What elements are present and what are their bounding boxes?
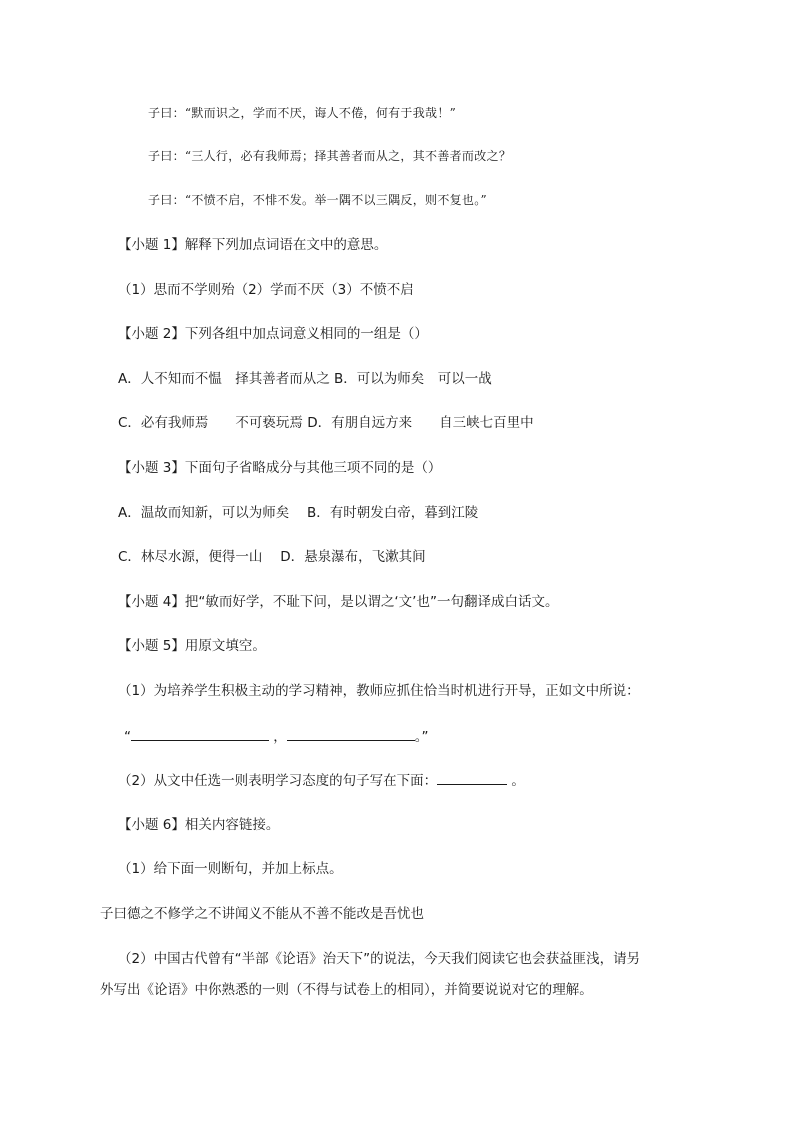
question-5-part-1: （1）为培养学生积极主动的学习精神，教师应抓住恰当时机进行开导，正如文中所说：	[118, 683, 640, 699]
close-quote: 。”	[414, 729, 429, 745]
question-2-options-ab: A．人不知而不愠 择其善者而从之 B．可以为师矣 可以一战	[118, 371, 492, 387]
open-quote: “	[124, 729, 131, 745]
quote-line-1: 子曰：“默而识之，学而不厌，诲人不倦，何有于我哉！”	[148, 106, 457, 120]
quote-line-3: 子曰：“不愤不启，不悱不发。举一隅不以三隅反，则不复也。”	[148, 193, 487, 207]
question-5-fill-line	[124, 726, 429, 747]
answer-blank-2[interactable]	[287, 726, 415, 741]
question-5-title: 【小题 5】用原文填空。	[118, 638, 266, 654]
question-3-options-ab: A．温故而知新，可以为师矣 B．有时朝发白帝，暮到江陵	[118, 505, 479, 521]
answer-blank-1[interactable]	[131, 726, 269, 741]
question-6-part-2-line-1: （2）中国古代曾有“半部《论语》治天下”的说法，今天我们阅读它也会获益匪浅，请另	[118, 951, 641, 967]
question-6-passage: 子曰德之不修学之不讲闻义不能从不善不能改是吾忧也	[100, 906, 424, 922]
question-4-title: 【小题 4】把“敏而好学，不耻下问，是以谓之‘文’也”一句翻译成白话文。	[118, 594, 559, 610]
question-1-items: （1）思而不学则殆（2）学而不厌（3）不愤不启	[118, 282, 414, 298]
comma: ，	[273, 729, 287, 745]
question-5-part-2-end: 。	[511, 773, 525, 789]
question-6-title: 【小题 6】相关内容链接。	[118, 817, 280, 833]
answer-blank-3[interactable]	[437, 770, 507, 785]
question-2-title: 【小题 2】下列各组中加点词意义相同的一组是（）	[118, 326, 428, 342]
question-5-part-2	[118, 770, 525, 791]
question-5-part-2-text: （2）从文中任选一则表明学习态度的句子写在下面：	[118, 773, 438, 789]
question-3-options-cd: C．林尽水源，便得一山 D．悬泉瀑布，飞漱其间	[118, 549, 426, 565]
question-3-title: 【小题 3】下面句子省略成分与其他三项不同的是（）	[118, 460, 442, 476]
quote-line-2: 子曰：“三人行，必有我师焉；择其善者而从之，其不善者而改之？	[148, 149, 512, 163]
question-6-part-2-line-2: 外写出《论语》中你熟悉的一则（不得与试卷上的相同），并简要说说对它的理解。	[100, 982, 593, 998]
question-1-title: 【小题 1】解释下列加点词语在文中的意思。	[118, 237, 388, 253]
question-6-part-1: （1）给下面一则断句，并加上标点。	[118, 861, 343, 877]
question-2-options-cd: C．必有我师焉 不可亵玩焉 D．有朋自远方来 自三峡七百里中	[118, 415, 534, 431]
